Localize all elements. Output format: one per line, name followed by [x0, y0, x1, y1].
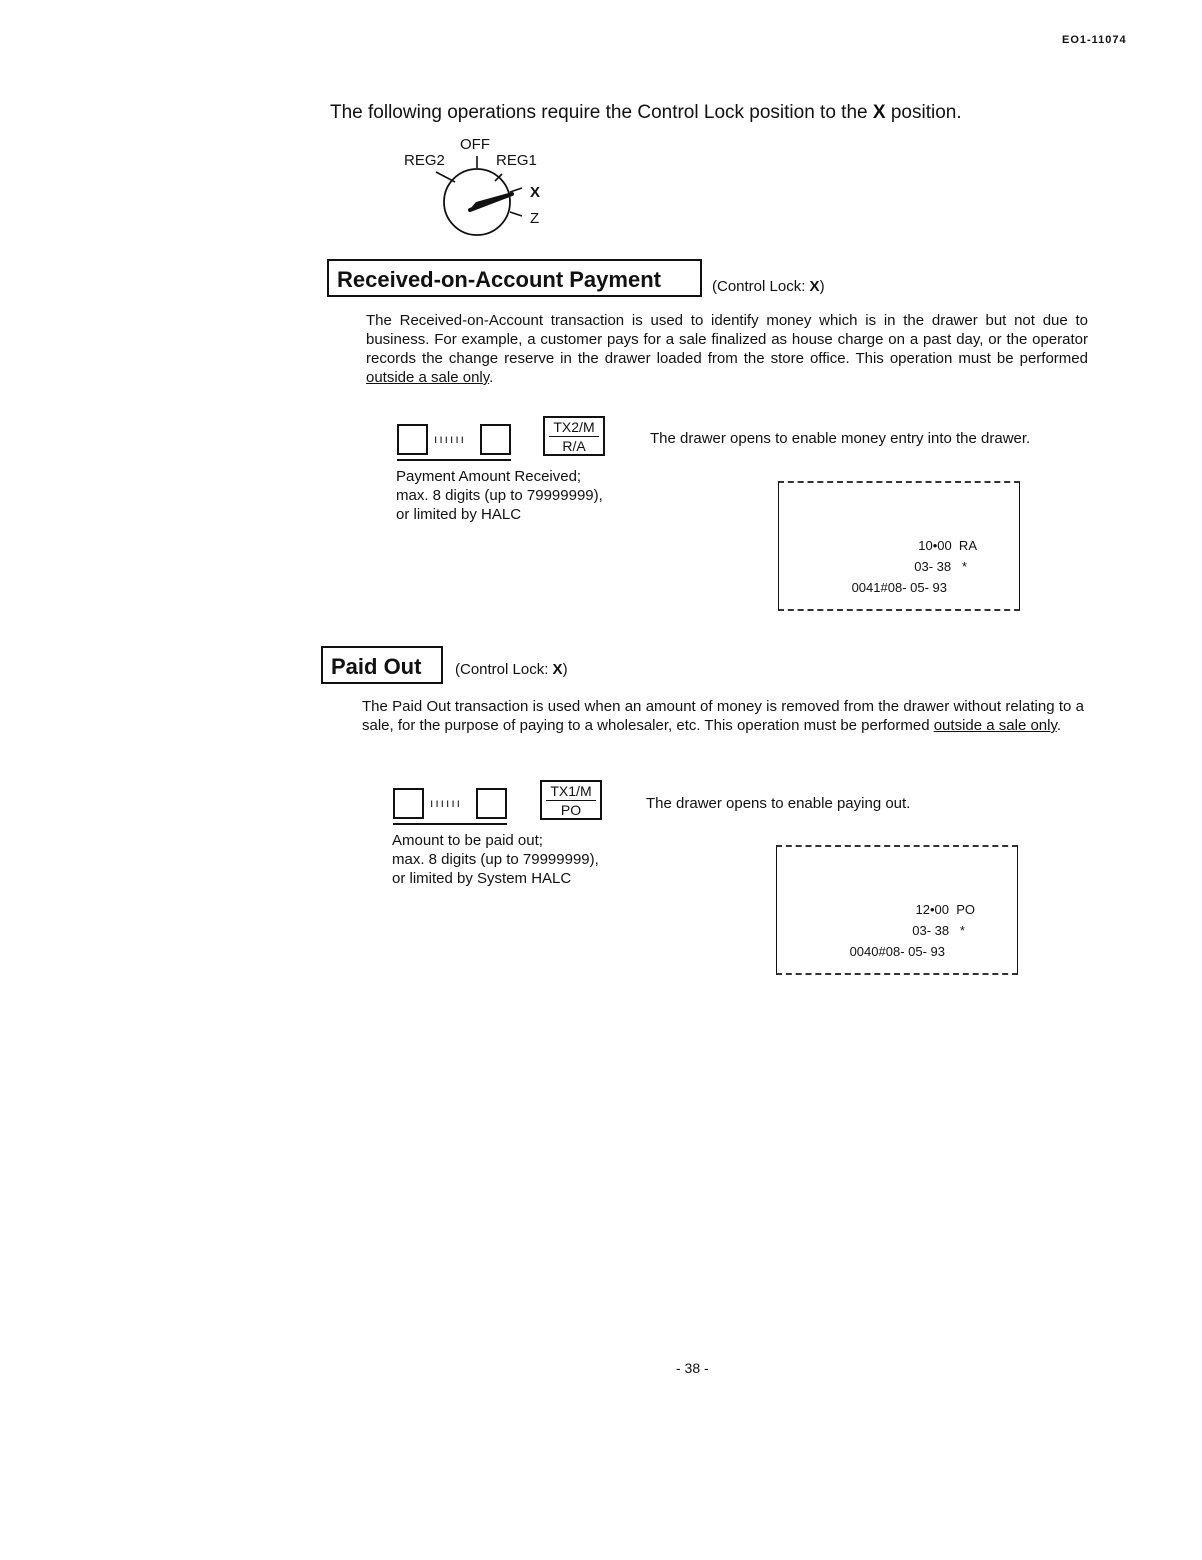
numeric-key-last — [480, 424, 511, 455]
paidout-paragraph: The Paid Out transaction is used when an amount of money is removed from the drawer without relating to a sale, for the purpose of paying to a wholesaler, etc. This operation must be performed outside a sale only. — [362, 698, 1084, 734]
key-underline — [397, 459, 511, 461]
intro-text: The following operations require the Control Lock position to the X position. — [330, 102, 962, 123]
document-id: EO1-11074 — [1062, 34, 1127, 46]
paidout-receipt: 12•00 PO 03- 38 * 0040#08- 05- 93 — [776, 845, 1018, 975]
numeric-key-first — [393, 788, 424, 819]
key-ellipsis: ıııııı — [434, 432, 467, 446]
tx1m-po-key: TX1/M PO — [540, 780, 602, 820]
paidout-key-description: The drawer opens to enable paying out. — [646, 795, 911, 812]
dial-off-label: OFF — [460, 136, 490, 153]
paidout-caption: Amount to be paid out; max. 8 digits (up to 79999999), or limited by System HALC — [392, 832, 599, 887]
control-lock-dial — [400, 134, 560, 244]
received-caption: Payment Amount Received; max. 8 digits (up to 79999999), or limited by HALC — [396, 468, 603, 523]
numeric-key-last — [476, 788, 507, 819]
received-receipt: 10•00 RA 03- 38 * 0041#08- 05- 93 — [778, 481, 1020, 611]
dial-x-label: X — [530, 184, 541, 201]
received-paragraph: The Received-on-Account transaction is used to identify money which is in the drawer but not due to business. For example, a customer pays for a sale finalized as house charge on a past day, or the operator records the change reserve in the drawer loaded from the store office. This operation must be performed outside a sale only. — [366, 312, 1088, 386]
key-underline — [393, 823, 507, 825]
received-control-lock: (Control Lock: X) — [712, 278, 825, 295]
received-key-description: The drawer opens to enable money entry into the drawer. — [650, 430, 1031, 447]
page-number: - 38 - — [676, 1360, 709, 1376]
dial-reg2-label: REG2 — [404, 152, 445, 169]
received-section-title: Received-on-Account Payment — [327, 259, 702, 297]
paidout-section-title: Paid Out — [321, 646, 443, 684]
paidout-control-lock: (Control Lock: X) — [455, 661, 568, 678]
numeric-key-first — [397, 424, 428, 455]
dial-z-label: Z — [530, 210, 540, 227]
tx2m-ra-key: TX2/M R/A — [543, 416, 605, 456]
dial-reg1-label: REG1 — [496, 152, 537, 169]
key-ellipsis: ıııııı — [430, 796, 463, 810]
